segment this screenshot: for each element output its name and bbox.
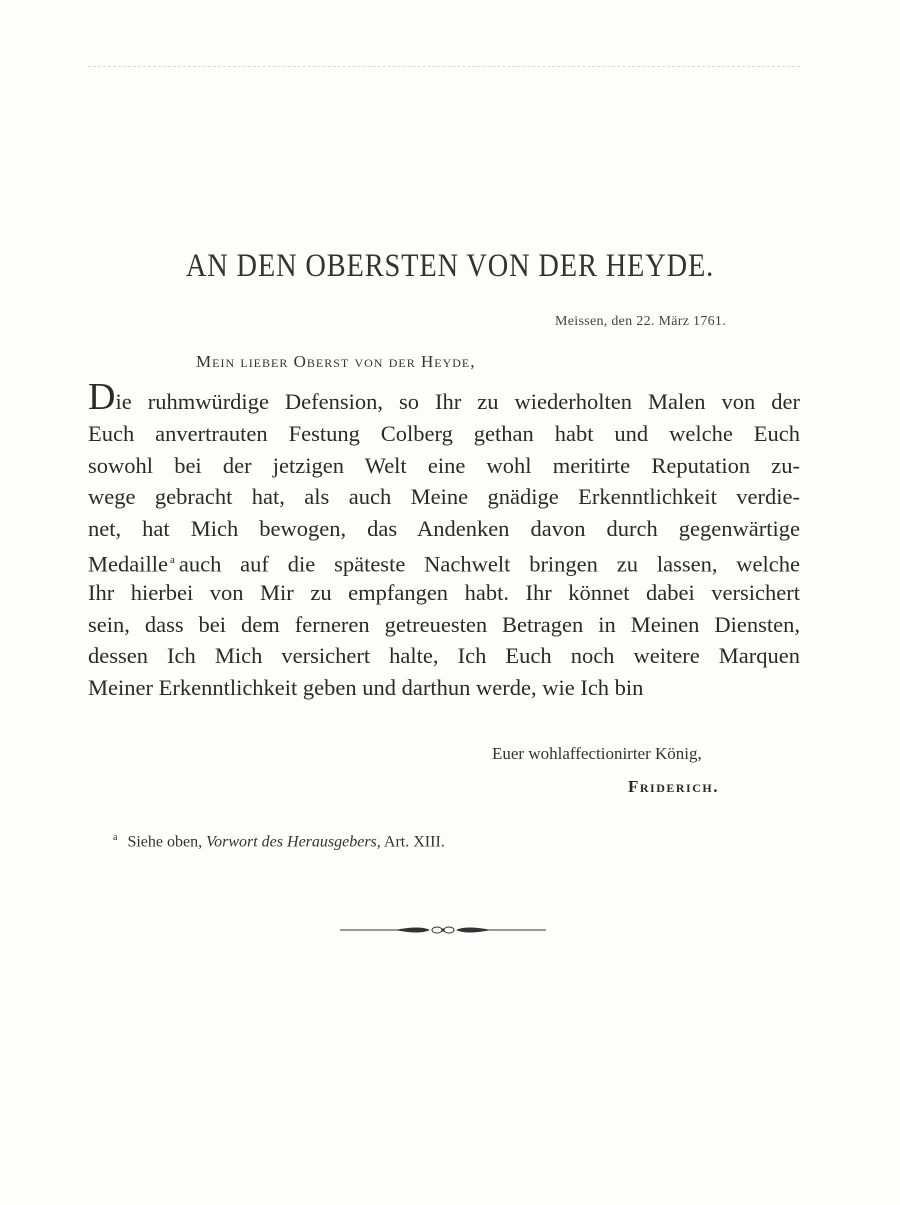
body-line: sowohl bei der jetzigen Welt eine wohl meritirte Reputation zu- <box>88 452 800 478</box>
body-line: dessen Ich Mich versichert halte, Ich Euch noch weitere Marquen <box>88 643 800 669</box>
footnote-reference[interactable]: a <box>169 553 175 566</box>
footnote-italic-ref: Vorwort des Herausgebers, <box>206 833 381 851</box>
drop-cap: D <box>88 376 116 418</box>
footnote: $^a$ Siehe oben, Vorwort des Herausgebers, Art. XIII. <box>113 832 445 851</box>
body-line: Meiner Erkenntlichkeit geben und darthun werde, wie Ich bin <box>88 675 644 701</box>
body-line: Euch anvertrauten Festung Colberg gethan habt und welche Euch <box>88 420 800 446</box>
footnote-letter: a <box>113 832 118 843</box>
letter-body <box>88 376 800 704</box>
body-line: Medaille $^a$ auch auf die späteste Nachwelt bringen zu lassen, welche <box>88 551 800 577</box>
dateline: Meissen, den 22. März 1761. <box>555 314 727 329</box>
body-line: sein, dass bei dem ferneren getreuesten Betragen in Meinen Diensten, <box>88 611 800 637</box>
ornament-divider-icon <box>340 920 546 940</box>
body-line: Die ruhmwürdige Defension, so Ihr zu wiederholten Malen von der <box>88 376 800 418</box>
body-line: wege gebracht hat, als auch Meine gnädige Erkenntlichkeit verdie- <box>88 484 800 510</box>
body-line: Ihr hierbei von Mir zu empfangen habt. Ihr könnet dabei versichert <box>88 579 800 605</box>
salutation: Mein lieber Oberst von der Heyde, <box>196 352 476 371</box>
top-rule <box>88 66 800 67</box>
body-line: net, hat Mich bewogen, das Andenken davon durch gegenwärtige <box>88 516 800 542</box>
closing-formula: Euer wohlaffectionirter König, <box>492 744 702 763</box>
signature: Friderich. <box>628 777 719 796</box>
letter-title: AN DEN OBERSTEN VON DER HEYDE. <box>185 248 715 284</box>
